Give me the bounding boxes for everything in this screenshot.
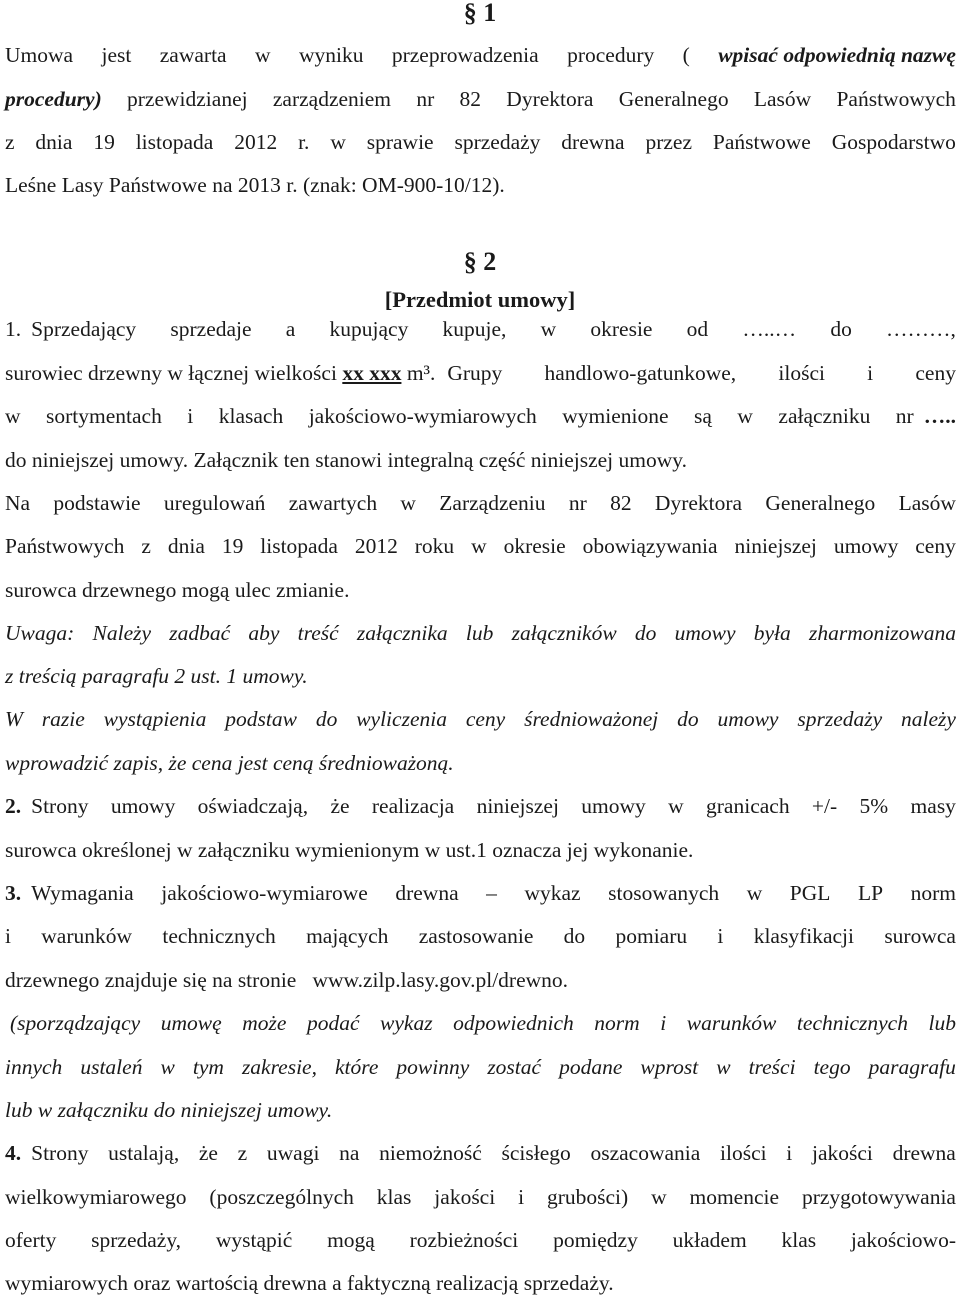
word: klasyfikacji xyxy=(753,924,855,948)
word: wyniku xyxy=(298,43,364,67)
word: warunków xyxy=(41,924,133,948)
word: średnioważonej xyxy=(524,707,659,731)
word: zastosowanie xyxy=(418,924,534,948)
word: (poszczególnych xyxy=(209,1185,354,1209)
word: przygotowywania xyxy=(801,1185,956,1209)
word: niniejszej xyxy=(734,534,817,558)
word: sortymentach xyxy=(46,404,162,428)
p1-line-4: do niniejszej umowy. Załącznik ten stanowi integralną część niniejszej umowy. xyxy=(5,448,688,472)
p3-number: 3. xyxy=(5,881,22,905)
word: drewna xyxy=(892,1141,956,1165)
word: (sporządzający xyxy=(10,1011,141,1035)
word: do xyxy=(315,707,338,731)
word: procedury xyxy=(567,43,655,67)
word: ceny xyxy=(915,534,956,558)
word: treść xyxy=(297,621,339,645)
word: wielkowymiarowego xyxy=(5,1185,187,1209)
word: drewna xyxy=(395,881,459,905)
word: umowy xyxy=(833,534,899,558)
p1-line-2 xyxy=(5,360,956,386)
word: i xyxy=(786,1141,793,1165)
p2-line-1 xyxy=(5,793,956,819)
p1-np-line-3: surowca drzewnego mogą ulec zmianie. xyxy=(5,578,350,602)
word: powinny xyxy=(396,1055,470,1079)
word: surowca xyxy=(884,924,956,948)
word: zadbać xyxy=(169,621,231,645)
word: w xyxy=(400,491,416,515)
word: podać xyxy=(306,1011,360,1035)
p4-line-4: wymiarowych oraz wartością drewna a faktyczną realizacją sprzedaży. xyxy=(5,1271,614,1295)
word: Generalnego xyxy=(765,491,876,515)
word: umowy xyxy=(717,707,779,731)
word: jakościowo- xyxy=(850,1228,956,1252)
word: ustalają, xyxy=(108,1141,180,1165)
word: 2012 xyxy=(354,534,398,558)
word: pomiędzy xyxy=(553,1228,638,1252)
p3-note-line-2 xyxy=(5,1054,956,1080)
word: innych xyxy=(5,1055,63,1079)
word: od xyxy=(686,317,709,341)
s1-line-1 xyxy=(5,42,956,68)
word: tym xyxy=(192,1055,224,1079)
word: a xyxy=(285,317,296,341)
word: zharmonizowana xyxy=(809,621,956,645)
word: że xyxy=(330,794,350,818)
word: technicznych xyxy=(796,1011,908,1035)
word: r. xyxy=(298,130,310,154)
word: +/- xyxy=(811,794,838,818)
word: układem xyxy=(672,1228,747,1252)
word: klas xyxy=(376,1185,412,1209)
word: wymienione xyxy=(562,404,669,428)
word: 19 xyxy=(93,130,115,154)
p1-quantity: xx xxx xyxy=(342,361,402,385)
p4-line-2 xyxy=(5,1184,956,1210)
word: mogą xyxy=(327,1228,375,1252)
word: nr xyxy=(416,87,435,111)
word: może xyxy=(242,1011,287,1035)
word: są xyxy=(694,404,712,428)
word: podstawie xyxy=(53,491,141,515)
word: podstaw xyxy=(225,707,297,731)
word: niniejszej xyxy=(476,794,559,818)
word: i xyxy=(187,404,194,428)
word: ilości xyxy=(778,361,825,385)
word: wystąpienia xyxy=(103,707,207,731)
p3-line-2 xyxy=(5,923,956,949)
word: rozbieżności xyxy=(409,1228,519,1252)
word: obowiązywania xyxy=(582,534,718,558)
word: wprost xyxy=(640,1055,699,1079)
p4-line-1-words xyxy=(31,1140,956,1166)
word: załączników xyxy=(511,621,617,645)
word: Lasów xyxy=(898,491,956,515)
word: grubości) xyxy=(546,1185,629,1209)
word: warunków xyxy=(686,1011,777,1035)
word: umowy xyxy=(110,794,176,818)
word: i xyxy=(867,361,874,385)
word: w xyxy=(471,534,487,558)
p4-line-1 xyxy=(5,1140,956,1166)
word: umowy xyxy=(674,621,736,645)
word: przewidzianej xyxy=(127,87,248,111)
word: w xyxy=(540,317,557,341)
word: Umowa xyxy=(5,43,74,67)
word: 19 xyxy=(221,534,244,558)
word: masy xyxy=(910,794,956,818)
word: w xyxy=(330,130,346,154)
p1-number: 1. xyxy=(5,317,22,341)
word: procedury) xyxy=(5,87,102,111)
word: do xyxy=(677,707,699,731)
word: była xyxy=(753,621,791,645)
p2-line-2: surowca określonej w załączniku wymienionym w ust.1 oznacza jej wykonanie. xyxy=(5,838,694,862)
word: ………, xyxy=(886,317,956,341)
word: Należy xyxy=(92,621,152,645)
note-1-line-2: z treścią paragrafu 2 ust. 1 umowy. xyxy=(5,664,308,688)
word: – xyxy=(486,881,497,905)
word: odpowiednich xyxy=(453,1011,574,1035)
word: sprzedaży xyxy=(797,707,883,731)
word: z xyxy=(5,130,15,154)
word: Gospodarstwo xyxy=(831,130,956,154)
word: Strony xyxy=(31,794,89,818)
word: paragrafu xyxy=(868,1055,956,1079)
word: Zarządzeniu xyxy=(439,491,546,515)
word: drewna xyxy=(561,130,625,154)
word: handlowo-gatunkowe, xyxy=(544,361,737,385)
word: PGL xyxy=(789,881,831,905)
word: ceny xyxy=(465,707,506,731)
word: niemożność xyxy=(379,1141,482,1165)
word: norm xyxy=(910,881,956,905)
word: wpisać odpowiednią nazwę xyxy=(718,43,956,67)
word: stosowanych xyxy=(608,881,720,905)
word: i xyxy=(660,1011,667,1035)
word: do xyxy=(830,317,852,341)
word: zostać xyxy=(487,1055,542,1079)
word: nr xyxy=(895,404,914,428)
p3-line-3: drzewnego znajduje się na stronie www.zilp.lasy.gov.pl/drewno. xyxy=(5,968,569,992)
p1-attachment-blank: ….. xyxy=(923,404,956,428)
word: do xyxy=(563,924,586,948)
word: ścisłego xyxy=(501,1141,571,1165)
word: 82 xyxy=(459,87,482,111)
word: Państwowych xyxy=(5,534,125,558)
word: umowę xyxy=(160,1011,222,1035)
word: zakresie, xyxy=(241,1055,317,1079)
word: LP xyxy=(857,881,884,905)
word: technicznych xyxy=(162,924,276,948)
word: dnia xyxy=(35,130,73,154)
word: 5% xyxy=(859,794,889,818)
p1-np-line-1 xyxy=(5,490,956,516)
word: na xyxy=(339,1141,360,1165)
word: jakościowo-wymiarowych xyxy=(308,404,537,428)
p3-line-1-words xyxy=(31,880,956,906)
word: w xyxy=(160,1055,175,1079)
word: razie xyxy=(41,707,85,731)
word: zawarta xyxy=(159,43,227,67)
word: listopada xyxy=(135,130,214,154)
p3-line-1 xyxy=(5,880,956,906)
word: i xyxy=(518,1185,525,1209)
word: w xyxy=(737,404,753,428)
word: wyliczenia xyxy=(356,707,447,731)
section-2-heading: § 2 xyxy=(463,247,497,276)
word: ilości xyxy=(720,1141,767,1165)
p1-line-2-text-a: surowiec drzewny w łącznej wielkości xyxy=(5,361,343,385)
word: jakości xyxy=(434,1185,496,1209)
word: w xyxy=(746,881,763,905)
word: sprzedaje xyxy=(170,317,252,341)
word: wystąpić xyxy=(215,1228,293,1252)
word: sprzedaży, xyxy=(91,1228,182,1252)
word: Sprzedający xyxy=(31,317,137,341)
p4-number: 4. xyxy=(5,1141,22,1165)
p1-line-1 xyxy=(5,316,956,342)
word: okresie xyxy=(590,317,653,341)
word: treści xyxy=(748,1055,796,1079)
word: uregulowań xyxy=(163,491,266,515)
word: podane xyxy=(559,1055,623,1079)
word: aby xyxy=(248,621,280,645)
word: Uwaga: xyxy=(5,621,75,645)
s1-line-2 xyxy=(5,86,956,112)
word: należy xyxy=(901,707,956,731)
word: przeprowadzenia xyxy=(391,43,539,67)
s1-line-4: Leśne Lasy Państwowe na 2013 r. (znak: OM-900-10/12). xyxy=(5,173,505,197)
word: Strony xyxy=(31,1141,89,1165)
word: lub xyxy=(465,621,494,645)
word: listopada xyxy=(260,534,338,558)
p1-line-3-words xyxy=(5,403,914,429)
word: Dyrektora xyxy=(506,87,594,111)
word: oferty xyxy=(5,1228,57,1252)
word: ceny xyxy=(915,361,956,385)
word: ( xyxy=(682,43,690,67)
word: granicach xyxy=(706,794,790,818)
p1-line-1-words xyxy=(31,316,956,342)
word: w xyxy=(255,43,271,67)
word: norm xyxy=(594,1011,640,1035)
note-2-line-2: wprowadzić zapis, że cena jest ceną średnioważoną. xyxy=(5,751,454,775)
word: lub xyxy=(928,1011,956,1035)
word: wykaz xyxy=(380,1011,433,1035)
word: z xyxy=(237,1141,248,1165)
word: w xyxy=(5,404,21,428)
word: dnia xyxy=(167,534,205,558)
word: zawartych xyxy=(288,491,378,515)
word: i xyxy=(5,924,11,948)
word: kupujący xyxy=(329,317,409,341)
word: uwagi xyxy=(266,1141,320,1165)
word: oświadczają, xyxy=(197,794,309,818)
p4-line-3 xyxy=(5,1227,956,1253)
word: sprawie xyxy=(366,130,434,154)
word: Lasów xyxy=(753,87,812,111)
word: z xyxy=(141,534,151,558)
word: Państwowe xyxy=(712,130,811,154)
word: Grupy xyxy=(447,361,503,385)
word: ustaleń xyxy=(80,1055,143,1079)
word: kupuje, xyxy=(442,317,507,341)
word: roku xyxy=(414,534,455,558)
p1-line-2-start xyxy=(5,360,435,386)
word: momencie xyxy=(689,1185,780,1209)
word: klas xyxy=(781,1228,817,1252)
word: W xyxy=(5,707,23,731)
word: że xyxy=(198,1141,218,1165)
p1-np-line-2 xyxy=(5,533,956,559)
p1-line-2-text-b: m³. xyxy=(401,361,436,385)
section-2-title: [Przedmiot umowy] xyxy=(384,287,576,312)
word: jakościowo-wymiarowe xyxy=(161,881,368,905)
note-1-line-1 xyxy=(5,620,956,646)
word: umowy xyxy=(581,794,646,818)
word: Generalnego xyxy=(618,87,729,111)
word: pomiaru xyxy=(615,924,688,948)
word: które xyxy=(335,1055,379,1079)
p3-note-line-3: lub w załączniku do niniejszej umowy. xyxy=(5,1098,333,1122)
p1-line-3 xyxy=(5,403,956,429)
word: …..… xyxy=(742,317,797,341)
word: Wymagania xyxy=(31,881,134,905)
word: do xyxy=(634,621,657,645)
word: nr xyxy=(568,491,587,515)
word: klasach xyxy=(218,404,284,428)
word: Państwowych xyxy=(836,87,956,111)
p3-note-line-1 xyxy=(10,1010,956,1036)
word: przez xyxy=(645,130,692,154)
word: i xyxy=(717,924,724,948)
p1-line-2-words xyxy=(447,360,956,386)
s1-line-3 xyxy=(5,129,956,155)
p2-number: 2. xyxy=(5,794,22,818)
word: 82 xyxy=(610,491,632,515)
word: sprzedaży xyxy=(454,130,541,154)
word: w xyxy=(716,1055,731,1079)
section-1-heading: § 1 xyxy=(463,0,497,27)
word: oszacowania xyxy=(590,1141,701,1165)
word: realizacja xyxy=(371,794,455,818)
word: Dyrektora xyxy=(654,491,743,515)
p2-line-1-words xyxy=(31,793,956,819)
note-2-line-1 xyxy=(5,706,956,732)
word: wykaz xyxy=(524,881,581,905)
word: Na xyxy=(5,491,31,515)
word: jakości xyxy=(811,1141,873,1165)
word: załącznika xyxy=(356,621,448,645)
word: tego xyxy=(813,1055,851,1079)
word: w xyxy=(651,1185,667,1209)
word: jest xyxy=(101,43,132,67)
word: 2012 xyxy=(234,130,278,154)
word: załączniku xyxy=(778,404,871,428)
word: okresie xyxy=(503,534,566,558)
word: w xyxy=(668,794,684,818)
word: zarządzeniem xyxy=(272,87,392,111)
word: mających xyxy=(306,924,389,948)
